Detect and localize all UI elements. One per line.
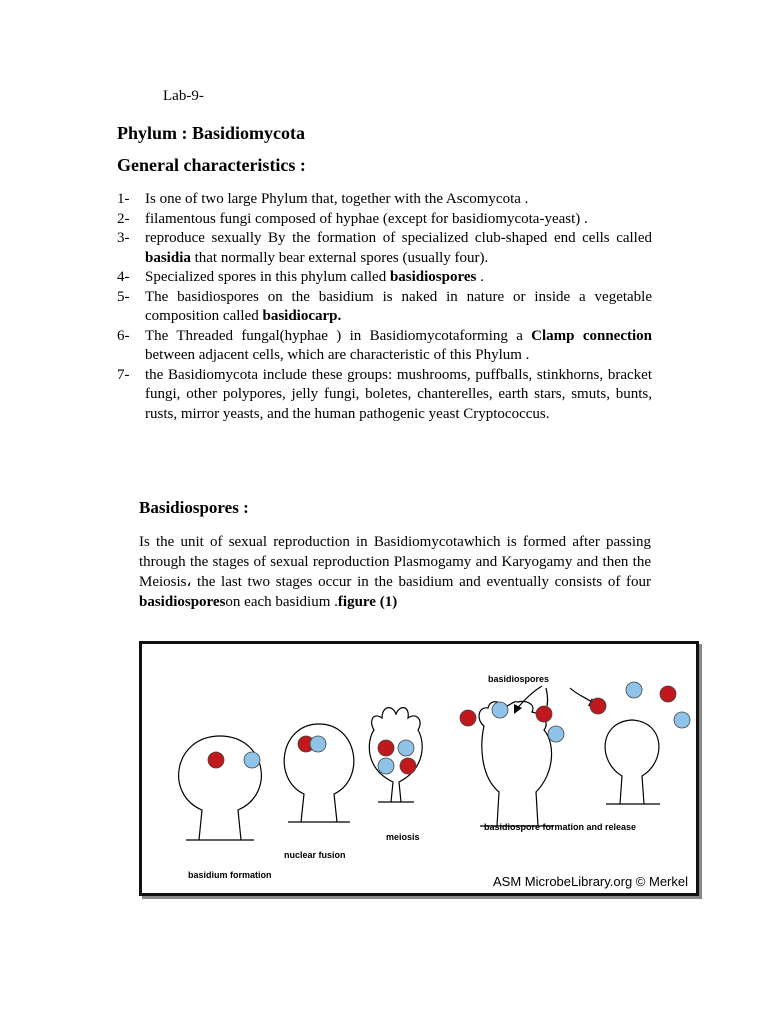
- basidium-diagram-svg: [142, 644, 696, 893]
- item-number: 3-: [117, 230, 130, 246]
- general-characteristics-title: General characteristics :: [117, 155, 306, 175]
- phylum-title: Phylum : Basidiomycota: [117, 123, 306, 143]
- characteristic-item: [117, 229, 652, 268]
- label-meiosis: meiosis: [386, 832, 420, 842]
- basidium-1: [179, 736, 262, 840]
- meiosis-nucleus-4: [400, 758, 416, 774]
- characteristic-item: [117, 190, 652, 210]
- bold-term: basidia: [145, 249, 191, 266]
- arrow-left: [516, 686, 542, 710]
- spore-2: [492, 702, 508, 718]
- item-number: 4-: [117, 269, 130, 285]
- text-span: the Basidiomycota include these groups: mushrooms, puffballs, stinkhorns, bracket fungi, other polypores, jelly fungi, boletes, chanterelles, earth stars, smuts, bunts, rusts, mirror yeasts, and the human pathogenic yeast Cryptococcus.: [145, 366, 652, 422]
- arrow-left-head: [514, 704, 522, 714]
- text-span: The Threaded fungal(hyphae ) in Basidiomycotaforming a: [145, 327, 532, 344]
- characteristics-list: [117, 190, 652, 424]
- text-span: filamentous fungi composed of hyphae (except for basidiomycota-yeast) .: [145, 210, 588, 227]
- text-span: that normally bear external spores (usually four).: [190, 249, 489, 266]
- label-basidium-formation: basidium formation: [188, 870, 272, 880]
- arrow-right: [570, 688, 592, 702]
- item-number: 6-: [117, 327, 130, 344]
- item-number: 5-: [117, 288, 130, 305]
- item-number: 2-: [117, 210, 130, 227]
- figure-1-basidium-diagram: [139, 641, 699, 896]
- spore-4: [548, 726, 564, 742]
- characteristic-item: [117, 288, 652, 327]
- bold-term: figure (1): [337, 594, 398, 610]
- item-number: 1-: [117, 191, 130, 207]
- bold-term: basidiocarp.: [262, 308, 342, 324]
- text-span: .: [476, 269, 484, 285]
- text-span: Is one of two large Phylum that, together with the Ascomycota .: [145, 191, 529, 207]
- characteristic-item: [117, 210, 652, 230]
- text-span: The basidiospores on the basidium is naked in nature or inside a vegetable composition called: [145, 288, 652, 324]
- bold-term: basidiospores: [139, 594, 226, 610]
- bold-term: Clamp connection: [531, 327, 652, 344]
- fused-nucleus-blue: [310, 736, 326, 752]
- bold-term: basidiospores: [389, 269, 477, 285]
- label-basidiospores: basidiospores: [488, 674, 550, 684]
- meiosis-nucleus-1: [378, 740, 394, 756]
- meiosis-nucleus-3: [378, 758, 394, 774]
- released-spore-1: [590, 698, 606, 714]
- meiosis-nucleus-2: [398, 740, 414, 756]
- basidium-3: [369, 708, 422, 802]
- nucleus-red-1: [208, 752, 224, 768]
- characteristic-item: [117, 327, 652, 366]
- item-number: 7-: [117, 366, 130, 383]
- released-spore-3: [660, 686, 676, 702]
- spore-1: [460, 710, 476, 726]
- text-span: Specialized spores in this phylum called: [145, 269, 390, 285]
- characteristic-item: [117, 366, 652, 425]
- nucleus-blue-1: [244, 752, 260, 768]
- basidium-5: [605, 720, 659, 804]
- basidiospores-paragraph: [139, 532, 651, 612]
- released-spore-2: [626, 682, 642, 698]
- characteristic-item: [117, 268, 652, 288]
- label-formation-release: basidiospore formation and release: [484, 822, 637, 832]
- text-span: on each basidium .: [225, 594, 338, 610]
- text-span: between adjacent cells, which are characteristic of this Phylum .: [145, 347, 530, 363]
- released-spore-4: [674, 712, 690, 728]
- lab-label: Lab-9-: [163, 88, 204, 104]
- basidiospores-title: Basidiospores :: [139, 498, 249, 517]
- spore-3: [536, 706, 552, 722]
- text-span: Is the unit of sexual reproduction in Basidiomycotawhich is formed after passing through the stages of sexual reproduction Plasmogamy and Karyogamy and then the Meiosis، the last two stages occur in the basidium and eventually consists of four: [139, 534, 651, 590]
- figure-credit: ASM MicrobeLibrary.org © Merkel: [493, 874, 688, 889]
- label-nuclear-fusion: nuclear fusion: [284, 850, 346, 860]
- text-span: reproduce sexually By the formation of specialized club-shaped end cells called: [145, 230, 652, 246]
